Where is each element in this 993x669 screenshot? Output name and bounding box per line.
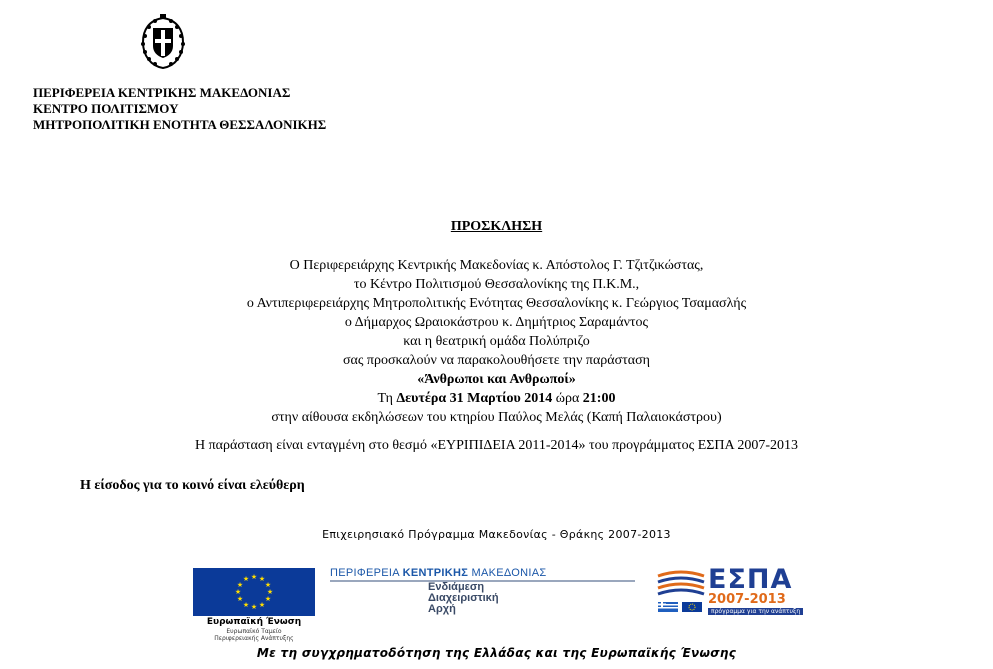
eu-fund	[193, 628, 315, 642]
region-sub2: Διαχειριστική	[428, 592, 499, 604]
date-prefix: Τη	[377, 391, 397, 406]
play-title: «Άνθρωποι και Ανθρωποί»	[417, 372, 576, 387]
svg-text:★: ★	[250, 603, 258, 611]
svg-text:★: ★	[264, 595, 272, 603]
region-suffix: ΜΑΚΕΔΟΝΙΑΣ	[468, 567, 547, 579]
svg-text:★: ★	[258, 575, 266, 583]
header-unit: ΜΗΤΡΟΠΟΛΙΤΙΚΗ ΕΝΟΤΗΤΑ ΘΕΣΣΑΛΟΝΙΚΗΣ	[33, 117, 327, 132]
time-prefix: ώρα	[552, 391, 583, 406]
free-entrance-note: Η είσοδος για το κοινό είναι ελεύθερη	[80, 478, 305, 493]
region-sub1: Ενδιάμεση	[428, 581, 485, 593]
header-center: ΚΕΝΤΡΟ ΠΟΛΙΤΙΣΜΟΥ	[33, 101, 179, 116]
svg-text:★: ★	[236, 595, 244, 603]
body-line-mayor: ο Δήμαρχος Ωραιοκάστρου κ. Δημήτριος Σαραμάντος	[344, 315, 649, 330]
eu-name: Ευρωπαϊκή Ένωση	[206, 617, 302, 627]
body-line-troupe: και η θεατρική ομάδα Πολύπριζο	[403, 334, 590, 349]
svg-text:★: ★	[250, 573, 258, 581]
event-date: Δευτέρα 31 Μαρτίου 2014	[396, 391, 553, 406]
espa-years: 2007-2013	[708, 592, 786, 607]
region-logo-title	[330, 567, 640, 579]
espa-logo	[656, 564, 808, 615]
region-authority	[428, 582, 499, 615]
region-bold: ΚΕΝΤΡΙΚΗΣ	[402, 567, 469, 579]
espa-name: ΕΣΠΑ	[708, 564, 793, 595]
svg-text:★: ★	[258, 601, 266, 609]
eu-flag-icon	[193, 568, 315, 616]
region-prefix: ΠΕΡΙΦΕΡΕΙΑ	[330, 567, 403, 579]
svg-text:★: ★	[264, 581, 272, 589]
espa-waves-icon	[656, 570, 706, 600]
espa-flags-icon	[658, 602, 704, 612]
issuer-header	[33, 85, 326, 133]
espa-slogan: πρόγραμμα για την ανάπτυξη	[708, 608, 803, 615]
svg-text:★: ★	[234, 588, 242, 596]
body-line-center: το Κέντρο Πολιτισμού Θεσσαλονίκης της Π.Κ.Μ.,	[353, 277, 640, 292]
body-line-deputy: ο Αντιπεριφερειάρχης Μητροπολιτικής Ενότητας Θεσσαλονίκης κ. Γεώργιος Τσαμασλής	[246, 296, 747, 311]
cofunding-statement: Με τη συγχρηματοδότηση της Ελλάδας και της Ευρωπαϊκής Ένωσης	[256, 646, 737, 660]
region-logo	[330, 567, 640, 627]
event-datetime	[0, 389, 993, 408]
body-line-governor: Ο Περιφερειάρχης Κεντρικής Μακεδονίας κ. Απόστολος Γ. Τζιτζικώστας,	[289, 258, 704, 273]
body-line-invite: σας προσκαλούν να παρακολουθήσετε την παράσταση	[342, 353, 651, 368]
event-venue: στην αίθουσα εκδηλώσεων του κτηρίου Παύλος Μελάς (Καπή Παλαιοκάστρου)	[271, 410, 722, 425]
svg-text:★: ★	[242, 601, 250, 609]
svg-text:★: ★	[266, 588, 274, 596]
operational-program-label: Επιχειρησιακό Πρόγραμμα Μακεδονίας - Θράκης 2007-2013	[322, 528, 671, 541]
greek-emblem-icon	[135, 12, 191, 72]
eu-logo	[193, 568, 315, 646]
invitation-body	[0, 256, 993, 427]
program-note: Η παράσταση είναι ενταγμένη στο θεσμό «ΕΥΡΙΠΙΔΕΙΑ 2011-2014» του προγράμματος ΕΣΠΑ 2007-2013	[194, 438, 799, 453]
event-time: 21:00	[582, 391, 616, 406]
invitation-title: ΠΡΟΣΚΛΗΣΗ	[450, 219, 543, 234]
header-region: ΠΕΡΙΦΕΡΕΙΑ ΚΕΝΤΡΙΚΗΣ ΜΑΚΕΔΟΝΙΑΣ	[33, 85, 291, 100]
eu-fund-line2: Περιφερειακής Ανάπτυξης	[214, 635, 294, 642]
eu-fund-line1: Ευρωπαϊκό Ταμείο	[226, 628, 282, 635]
svg-text:★: ★	[236, 581, 244, 589]
region-sub3: Αρχή	[428, 603, 456, 615]
svg-text:★: ★	[242, 575, 250, 583]
